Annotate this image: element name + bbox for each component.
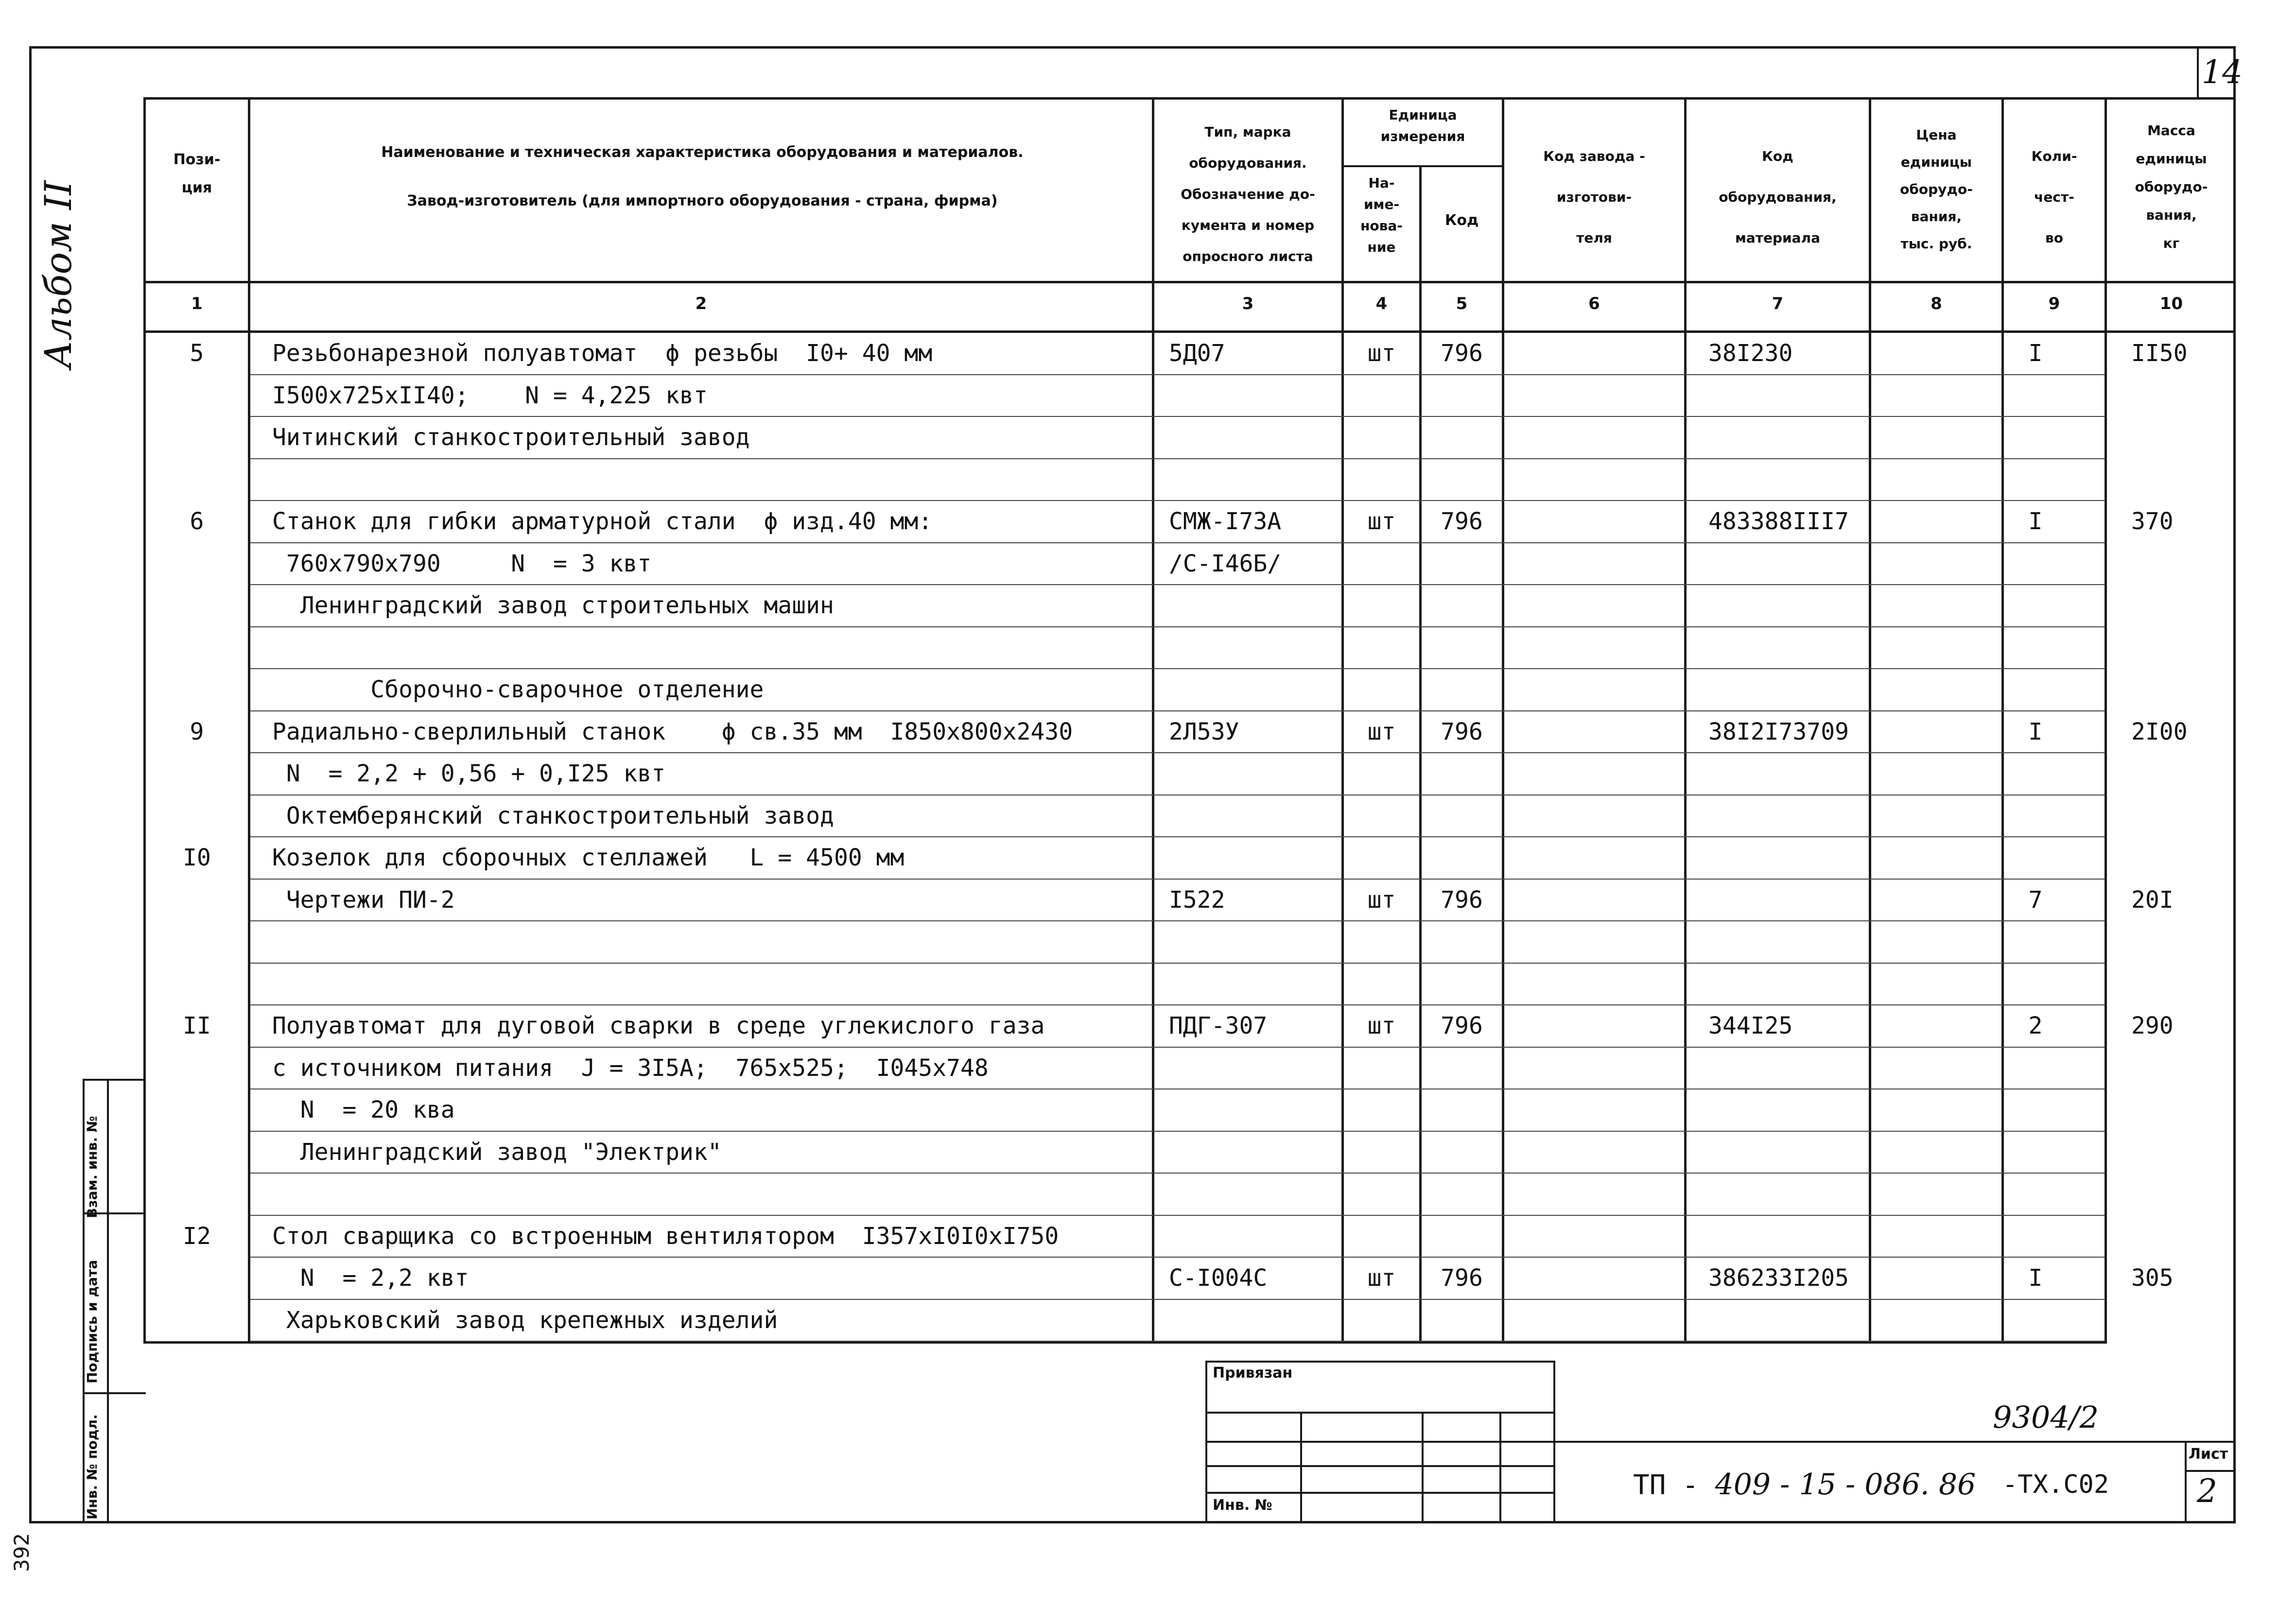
margin-number: 392 [10,1533,34,1572]
cell-name: N = 2,2 + 0,56 + 0,I25 квт [272,760,666,787]
designation [1633,1468,1976,1502]
sheet-box-sep [2185,1470,2236,1472]
colnum-3: 3 [1242,294,1254,313]
frame-top-border [29,46,2236,49]
page-number-box-line [2197,46,2199,97]
table-row-line [250,668,2105,669]
sheet-number: 2 [2197,1472,2217,1510]
header-position: Пози- ция [173,151,221,196]
cell-name: Харьковский завод крепежных изделий [272,1306,778,1334]
cell-type: I522 [1169,886,1225,914]
cell-name: Ленинградский завод "Электрик" [272,1138,722,1166]
cell-unit-name: шт [1367,1264,1396,1292]
table-row-line [250,1173,2105,1174]
cell-unit-code: 796 [1441,1264,1483,1292]
table-row-line [250,626,2105,627]
table-row-line [250,710,2105,711]
cell-name: N = 2,2 квт [272,1264,469,1292]
cell-position: II [183,1012,211,1039]
cell-name: Сборочно-сварочное отделение [272,676,764,703]
frame-right-border [2233,46,2236,1523]
cell-unit-name: шт [1367,886,1396,914]
table-row-line [250,920,2105,921]
table-row-line [250,416,2105,417]
designation-hand: 409 - 15 - 086. 86 [1715,1468,1976,1502]
cell-position: 6 [190,508,204,535]
unit-group-line [1341,165,1502,167]
side-label-zam-inv: Взам. инв. № [84,1116,100,1218]
vline-col7 [1869,97,1871,1344]
header-equip-code: Код оборудования, материала [1719,148,1837,246]
vline-col1 [248,97,250,1344]
cell-name: с источником питания J = 3I5А; 765x525; I045x748 [272,1054,989,1082]
cell-qty: I [2028,718,2043,745]
cell-name: Стол сварщика со встроенным вентилятором I357xI0I0xI750 [272,1222,1059,1250]
header-type: Тип, марка оборудования. Обозначение до- кумента и номер опросного листа [1181,124,1315,264]
cell-name: Козелок для сборочных стеллажей L = 4500 мм [272,844,904,871]
frame-left-border [29,46,32,1523]
table-row-line [250,374,2105,375]
designation-suffix: -ТХ.С02 [2002,1470,2109,1499]
cell-name: I500x725xII40; N = 4,225 квт [272,381,708,409]
cell-equip-code: 483388III7 [1708,508,1849,535]
colnum-2: 2 [695,294,707,313]
table-row-line [250,458,2105,459]
colnum-5: 5 [1456,294,1468,313]
cell-qty: 2 [2028,1012,2043,1039]
album-label: Альбом II [36,180,80,369]
inv-no-label: Инв. № [1213,1497,1272,1514]
cell-unit-name: шт [1367,718,1396,745]
cell-qty: I [2028,508,2043,535]
header-unit-name: На- име- нова- ние [1360,175,1403,255]
cell-equip-code: 344I25 [1708,1012,1793,1039]
cell-mass: 20I [2131,886,2174,914]
cell-name: N = 20 ква [272,1096,455,1123]
privyazan-v2 [1422,1412,1424,1521]
cell-unit-code: 796 [1441,508,1483,535]
vline-col6 [1684,97,1687,1344]
cell-unit-name: шт [1367,340,1396,367]
table-row-line [250,500,2105,501]
privyazan-line3 [1205,1465,1555,1467]
header-bottom-line [143,281,2236,283]
cell-name: Октемберянский станкостроительный завод [272,802,834,829]
vline-col2 [1152,97,1154,1344]
side-stamp-divider [107,1079,109,1523]
header-maker-code: Код завода - изготови- теля [1543,148,1645,246]
header-name-line1: Наименование и техническая характеристика оборудования и материалов. [381,144,1024,161]
table-row-line [250,1004,2105,1005]
cell-mass: II50 [2131,340,2188,367]
cell-type: ПДГ-307 [1169,1012,1268,1039]
privyazan-v3 [1499,1412,1501,1521]
privyazan-v1 [1300,1412,1302,1521]
title-block-top [1555,1441,2236,1443]
cell-unit-code: 796 [1441,340,1483,367]
table-row-line [250,963,2105,964]
cell-unit-code: 796 [1441,718,1483,745]
cell-unit-name: шт [1367,1012,1396,1039]
header-top-line [143,97,2236,100]
cell-qty: I [2028,1264,2043,1292]
header-price: Цена единицы оборудо- вания, тыс. руб. [1900,127,1973,252]
header-unit-code: Код [1444,212,1479,229]
side-label-inv-podl: Инв. № подл. [84,1414,100,1520]
cell-mass: 370 [2131,508,2174,535]
colnum-7: 7 [1772,294,1784,313]
table-row-line [250,1341,2105,1342]
sheet-label: Лист [2189,1446,2228,1463]
cell-name: Читинский станкостроительный завод [272,424,750,451]
cell-type: С-I004С [1169,1264,1268,1292]
cell-position: 5 [190,340,204,367]
cell-mass: 2I00 [2131,718,2188,745]
table-row-line [250,1215,2105,1216]
table-row-line [250,752,2105,753]
colnum-9: 9 [2048,294,2060,313]
cell-equip-code: 38I2I73709 [1708,718,1849,745]
cell-name: Радиально-сверлильный станок ϕ св.35 мм I850x800x2430 [272,718,1073,745]
table-row-line [250,1131,2105,1132]
vline-col5 [1502,97,1504,1344]
cell-type: 2Л53У [1169,718,1239,745]
cell-name: Чертежи ПИ-2 [272,886,455,914]
table-row-line [250,836,2105,837]
cell-unit-code: 796 [1441,886,1483,914]
cell-name: Резьбонарезной полуавтомат ϕ резьбы I0+ 40 мм [272,340,933,367]
table-row-line [250,542,2105,543]
table-row-line [250,1257,2105,1258]
table-row-line [250,1047,2105,1048]
cell-name: 760x790x790 N = 3 квт [272,550,652,577]
table-row-line [250,584,2105,585]
cell-equip-code: 38I230 [1708,340,1793,367]
cell-position: I0 [183,844,211,871]
header-qty: Коли- чест- во [2031,148,2077,246]
colnum-bottom-line [143,330,2236,333]
colnum-10: 10 [2159,294,2183,313]
doc-number: 9304/2 [1993,1400,2099,1435]
vline-col9 [2105,97,2107,1344]
side-stamp-sep2 [83,1392,146,1394]
cell-unit-code: 796 [1441,1012,1483,1039]
cell-equip-code: 386233I205 [1708,1264,1849,1292]
cell-unit-name: шт [1367,508,1396,535]
privyazan-line4 [1205,1492,1555,1494]
page-number: 14 [2202,53,2243,91]
privyazan-label: Привязан [1213,1365,1293,1382]
cell-position: I2 [183,1222,211,1250]
privyazan-line2 [1205,1441,1555,1443]
frame-bottom-border [29,1521,2236,1523]
cell-type: /С-I46Б/ [1169,550,1282,577]
colnum-4: 4 [1375,294,1388,313]
cell-qty: I [2028,340,2043,367]
cell-qty: 7 [2028,886,2043,914]
cell-name: Станок для гибки арматурной стали ϕ изд.40 мм: [272,508,933,535]
cell-name: Ленинградский завод строительных машин [272,592,834,619]
colnum-6: 6 [1588,294,1600,313]
table-row-line [250,879,2105,880]
header-name-line2: Завод-изготовитель (для импортного оборудования - страна, фирма) [407,192,998,209]
colnum-1: 1 [191,294,203,313]
header-mass: Масса единицы оборудо- вания, кг [2135,122,2208,251]
cell-type: 5Д07 [1169,340,1225,367]
cell-name: Полуавтомат для дуговой сварки в среде углекислого газа [272,1012,1045,1039]
designation-prefix: ТП - [1633,1469,1715,1501]
privyazan-line1 [1205,1412,1555,1414]
cell-type: СМЖ-I73А [1169,508,1282,535]
header-unit-group: Единица измерения [1380,107,1465,144]
cell-mass: 290 [2131,1012,2174,1039]
side-label-podpis: Подпись и дата [84,1260,100,1383]
table-row-line [250,1299,2105,1300]
cell-mass: 305 [2131,1264,2174,1292]
colnum-8: 8 [1931,294,1942,313]
cell-position: 9 [190,718,204,745]
sheet-box-left [2185,1441,2187,1523]
